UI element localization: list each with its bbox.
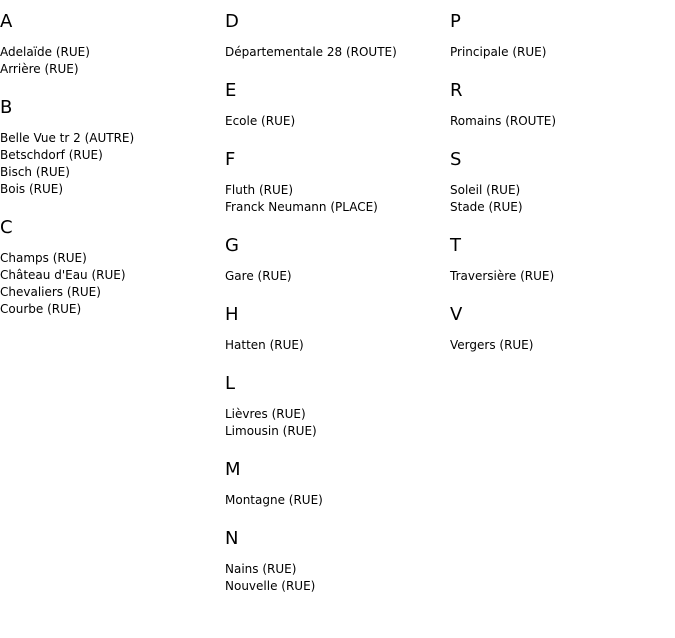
street-column — [450, 12, 665, 374]
letter-group — [225, 374, 440, 440]
letter-heading: S — [450, 149, 462, 170]
street-item: Fluth (RUE) — [225, 183, 294, 197]
letter-heading: G — [225, 235, 239, 256]
letter-group — [0, 218, 215, 318]
street-list — [225, 492, 440, 509]
letter-group — [225, 305, 440, 354]
street-item: Nouvelle (RUE) — [225, 579, 316, 593]
street-item: Limousin (RUE) — [225, 424, 317, 438]
street-item: Soleil (RUE) — [450, 183, 521, 197]
street-item: Lièvres (RUE) — [225, 407, 306, 421]
street-item: Courbe (RUE) — [0, 302, 82, 316]
letter-heading: P — [450, 11, 461, 32]
street-list — [450, 337, 665, 354]
letter-group — [450, 150, 665, 216]
letter-group — [225, 81, 440, 130]
letter-heading: V — [450, 304, 463, 325]
street-list — [225, 406, 440, 440]
street-item: Bisch (RUE) — [0, 165, 70, 179]
letter-group — [225, 460, 440, 509]
letter-heading: E — [225, 80, 237, 101]
letter-group — [225, 150, 440, 216]
street-list — [450, 182, 665, 216]
street-item: Principale (RUE) — [450, 45, 547, 59]
street-column — [225, 12, 440, 615]
letter-heading: R — [450, 80, 463, 101]
street-item: Bois (RUE) — [0, 182, 64, 196]
street-list — [450, 113, 665, 130]
street-item: Champs (RUE) — [0, 251, 87, 265]
letter-group — [0, 12, 215, 78]
letter-heading: L — [225, 373, 236, 394]
letter-heading: A — [0, 11, 13, 32]
street-item: Nains (RUE) — [225, 562, 297, 576]
letter-group — [225, 236, 440, 285]
letter-heading: B — [0, 97, 13, 118]
street-item: Vergers (RUE) — [450, 338, 534, 352]
street-list — [450, 268, 665, 285]
letter-heading: N — [225, 528, 239, 549]
street-item: Stade (RUE) — [450, 200, 523, 214]
street-list — [225, 561, 440, 595]
street-item: Ecole (RUE) — [225, 114, 296, 128]
letter-group — [450, 236, 665, 285]
street-item: Traversière (RUE) — [450, 269, 555, 283]
street-item: Montagne (RUE) — [225, 493, 323, 507]
letter-group — [0, 98, 215, 198]
street-list — [225, 182, 440, 216]
letter-group — [225, 529, 440, 595]
letter-heading: T — [450, 235, 461, 256]
street-column — [0, 12, 215, 338]
street-item: Belle Vue tr 2 (AUTRE) — [0, 131, 135, 145]
letter-group — [450, 305, 665, 354]
street-list — [225, 337, 440, 354]
street-list — [450, 44, 665, 61]
street-item: Romains (ROUTE) — [450, 114, 557, 128]
street-list — [0, 44, 215, 78]
letter-heading: H — [225, 304, 239, 325]
street-item: Arrière (RUE) — [0, 62, 79, 76]
street-item: Betschdorf (RUE) — [0, 148, 103, 162]
letter-heading: M — [225, 459, 241, 480]
street-list — [225, 268, 440, 285]
letter-heading: D — [225, 11, 239, 32]
street-list — [225, 44, 440, 61]
street-item: Gare (RUE) — [225, 269, 292, 283]
street-item: Départementale 28 (ROUTE) — [225, 45, 397, 59]
letter-heading: F — [225, 149, 236, 170]
street-item: Adelaïde (RUE) — [0, 45, 90, 59]
street-list — [225, 113, 440, 130]
street-item: Chevaliers (RUE) — [0, 285, 101, 299]
letter-group — [450, 12, 665, 61]
street-item: Hatten (RUE) — [225, 338, 304, 352]
letter-group — [450, 81, 665, 130]
street-item: Château d'Eau (RUE) — [0, 268, 126, 282]
street-list — [0, 250, 215, 318]
street-list — [0, 130, 215, 198]
street-item: Franck Neumann (PLACE) — [225, 200, 378, 214]
letter-heading: C — [0, 217, 13, 238]
letter-group — [225, 12, 440, 61]
